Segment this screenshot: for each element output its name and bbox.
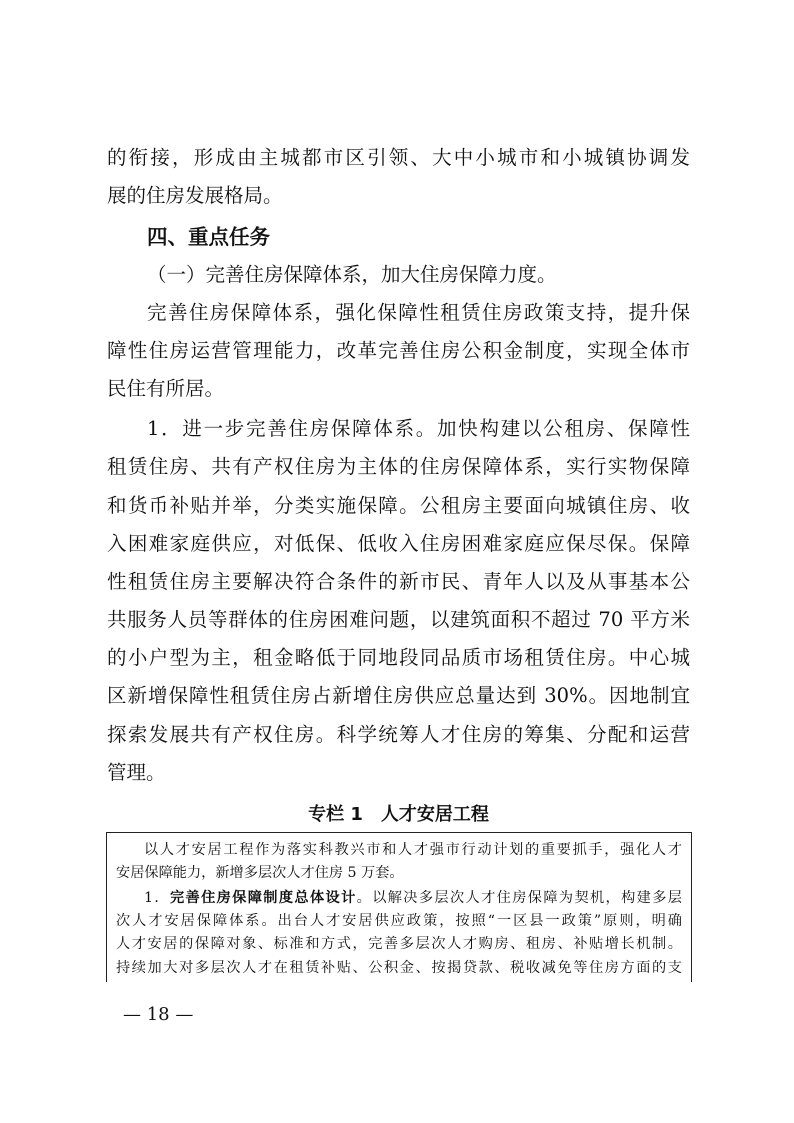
box-item-1-line-2: 次人才安居保障体系。出台人才安居供应政策，按照“一区县一政策”原则，明确: [116, 913, 682, 929]
paragraph-1-line-1: 完善住房保障体系，强化保障性租赁住房政策支持，提升保: [147, 301, 690, 324]
subsection-heading: （一）完善住房保障体系，加大住房保障力度。: [147, 263, 557, 286]
paragraph-1-line-3: 民住有所居。: [107, 377, 225, 400]
paragraph-2-line-7: 的小户型为主，租金略低于同地段同品质市场租赁住房。中心城: [107, 646, 690, 669]
page-number: — 18 —: [123, 1004, 194, 1025]
paragraph-2-line-9: 探索发展共有产权住房。科学统筹人才住房的筹集、分配和运营: [107, 723, 690, 746]
paragraph-2-line-10: 管理。: [107, 761, 166, 784]
intro-line-2: 展的住房发展格局。: [107, 184, 283, 207]
box-item-1-line-3: 人才安居的保障对象、标准和方式，完善多层次人才购房、租房、补贴增长机制。: [116, 936, 682, 952]
paragraph-2-line-3: 和货币补贴并举，分类实施保障。公租房主要面向城镇住房、收: [107, 494, 690, 517]
box-intro-line-2: 安居保障能力，新增多层次人才住房 5 万套。: [116, 865, 404, 881]
box-item-1-title: 完善住房保障制度总体设计: [169, 890, 357, 906]
intro-line-1: 的衔接，形成由主城都市区引领、大中小城市和小城镇协调发: [107, 146, 690, 169]
box-intro-line-1: 以人才安居工程作为落实科教兴市和人才强市行动计划的重要抓手，强化人才: [144, 842, 682, 858]
paragraph-2-line-6: 共服务人员等群体的住房困难问题，以建筑面积不超过 70 平方米: [107, 608, 690, 631]
paragraph-2-line-8: 区新增保障性租赁住房占新增住房供应总量达到 30%。因地制宜: [107, 684, 690, 707]
paragraph-2-line-2: 租赁住房、共有产权住房为主体的住房保障体系，实行实物保障: [107, 455, 690, 478]
paragraph-2-line-5: 性租赁住房主要解决符合条件的新市民、青年人以及从事基本公: [107, 570, 690, 593]
info-box: [106, 832, 692, 982]
box-item-1-first-rest: 。以解决多层次人才住房保障为契机，构建多层: [356, 890, 682, 906]
paragraph-2-line-1: 1．进一步完善住房保障体系。加快构建以公租房、保障性: [147, 417, 690, 440]
box-item-1-line-4: 持续加大对多层次人才在租赁补贴、公积金、按揭贷款、税收减免等住房方面的支: [116, 960, 682, 976]
box-title: 专栏 1 人才安居工程: [308, 804, 489, 825]
paragraph-2-line-4: 入困难家庭供应，对低保、低收入住房困难家庭应保尽保。保障: [107, 532, 690, 555]
paragraph-1-line-2: 障性住房运营管理能力，改革完善住房公积金制度，实现全体市: [107, 339, 690, 362]
section-heading: 四、重点任务: [147, 225, 270, 249]
box-item-1-number: 1．: [144, 890, 170, 906]
box-item-1-line-1: [144, 887, 682, 910]
